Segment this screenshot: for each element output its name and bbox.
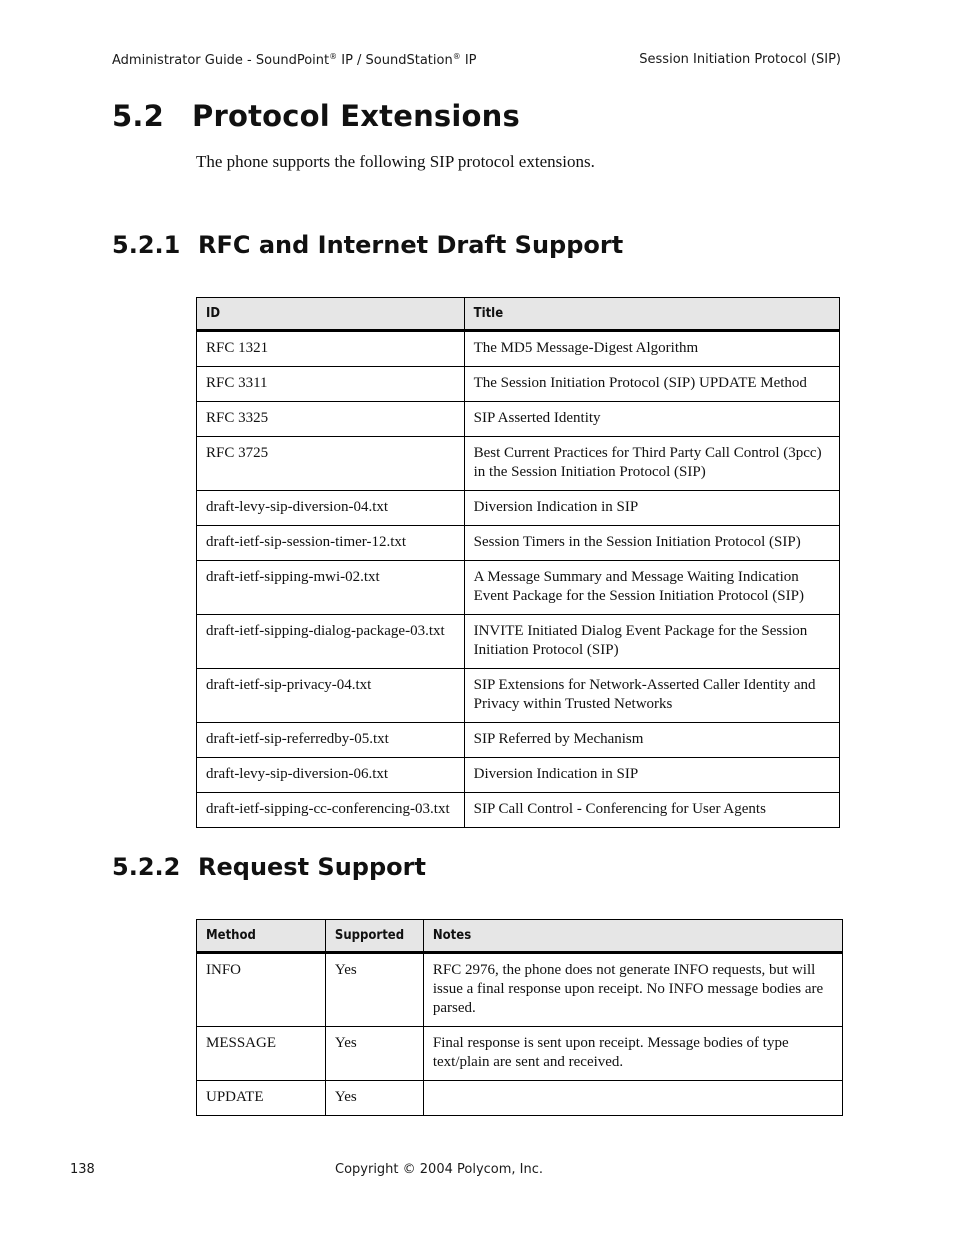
notes-cell xyxy=(423,1081,842,1116)
rfc-title-cell: SIP Referred by Mechanism xyxy=(464,723,839,758)
method-cell: UPDATE xyxy=(197,1081,326,1116)
section-title: Protocol Extensions xyxy=(192,99,520,133)
method-cell: INFO xyxy=(197,953,326,1027)
rfc-title-cell: Diversion Indication in SIP xyxy=(464,758,839,793)
table-header-row xyxy=(197,298,840,331)
table-row xyxy=(197,615,840,669)
table-row xyxy=(197,526,840,561)
section-5-2-heading xyxy=(112,99,520,133)
rfc-title-cell: Session Timers in the Session Initiation Protocol (SIP) xyxy=(464,526,839,561)
rfc-id-cell: RFC 3311 xyxy=(197,367,465,402)
copyright-notice: Copyright © 2004 Polycom, Inc. xyxy=(335,1162,544,1177)
rfc-id-cell: draft-ietf-sipping-cc-conferencing-03.txt xyxy=(197,793,465,828)
column-header-notes: Notes xyxy=(423,920,842,953)
rfc-id-cell: draft-ietf-sip-session-timer-12.txt xyxy=(197,526,465,561)
rfc-id-cell: draft-levy-sip-diversion-04.txt xyxy=(197,491,465,526)
table-row xyxy=(197,758,840,793)
section-5-2-1-heading xyxy=(112,231,623,259)
table-row xyxy=(197,669,840,723)
table-header-row xyxy=(197,920,843,953)
rfc-title-cell: The Session Initiation Protocol (SIP) UPDATE Method xyxy=(464,367,839,402)
table-row xyxy=(197,1027,843,1081)
rfc-id-cell: draft-ietf-sipping-mwi-02.txt xyxy=(197,561,465,615)
section-5-2-2-heading xyxy=(112,853,426,881)
supported-cell: Yes xyxy=(325,953,423,1027)
table-row xyxy=(197,402,840,437)
request-support-table xyxy=(196,919,843,1116)
page-number: 138 xyxy=(70,1162,95,1177)
rfc-id-cell: draft-levy-sip-diversion-06.txt xyxy=(197,758,465,793)
column-header-method: Method xyxy=(197,920,326,953)
table-row xyxy=(197,1081,843,1116)
rfc-title-cell: INVITE Initiated Dialog Event Package for the Session Initiation Protocol (SIP) xyxy=(464,615,839,669)
column-header-supported: Supported xyxy=(325,920,423,953)
rfc-draft-support-table xyxy=(196,297,840,828)
running-header-chapter: Session Initiation Protocol (SIP) xyxy=(639,52,841,67)
table-row xyxy=(197,561,840,615)
table-row xyxy=(197,437,840,491)
table-row xyxy=(197,367,840,402)
column-header-title: Title xyxy=(464,298,839,331)
section-title: Request Support xyxy=(198,853,426,881)
rfc-title-cell: Best Current Practices for Third Party Call Control (3pcc) in the Session Initiation Protocol (SIP) xyxy=(464,437,839,491)
table-row xyxy=(197,953,843,1027)
rfc-id-cell: draft-ietf-sip-privacy-04.txt xyxy=(197,669,465,723)
rfc-id-cell: RFC 3325 xyxy=(197,402,465,437)
section-number: 5.2.2 xyxy=(112,853,181,881)
supported-cell: Yes xyxy=(325,1081,423,1116)
table-row xyxy=(197,331,840,367)
section-title: RFC and Internet Draft Support xyxy=(198,231,624,259)
rfc-id-cell: RFC 1321 xyxy=(197,331,465,367)
method-cell: MESSAGE xyxy=(197,1027,326,1081)
notes-cell: Final response is sent upon receipt. Message bodies of type text/plain are sent and received. xyxy=(423,1027,842,1081)
table-row xyxy=(197,723,840,758)
table-row xyxy=(197,491,840,526)
rfc-id-cell: draft-ietf-sip-referredby-05.txt xyxy=(197,723,465,758)
rfc-title-cell: Diversion Indication in SIP xyxy=(464,491,839,526)
rfc-title-cell: A Message Summary and Message Waiting Indication Event Package for the Session Initiation Protocol (SIP) xyxy=(464,561,839,615)
section-number: 5.2 xyxy=(112,99,164,133)
rfc-id-cell: RFC 3725 xyxy=(197,437,465,491)
rfc-id-cell: draft-ietf-sipping-dialog-package-03.txt xyxy=(197,615,465,669)
section-number: 5.2.1 xyxy=(112,231,181,259)
supported-cell: Yes xyxy=(325,1027,423,1081)
column-header-id: ID xyxy=(197,298,465,331)
intro-paragraph: The phone supports the following SIP protocol extensions. xyxy=(196,152,595,171)
rfc-title-cell: The MD5 Message-Digest Algorithm xyxy=(464,331,839,367)
rfc-title-cell: SIP Call Control - Conferencing for User Agents xyxy=(464,793,839,828)
rfc-title-cell: SIP Asserted Identity xyxy=(464,402,839,437)
notes-cell: RFC 2976, the phone does not generate INFO requests, but will issue a final response upon receipt. No INFO message bodies are parsed. xyxy=(423,953,842,1027)
rfc-title-cell: SIP Extensions for Network-Asserted Caller Identity and Privacy within Trusted Networks xyxy=(464,669,839,723)
running-header-title: Administrator Guide - SoundPoint® IP / SoundStation® IP xyxy=(112,52,477,68)
table-row xyxy=(197,793,840,828)
